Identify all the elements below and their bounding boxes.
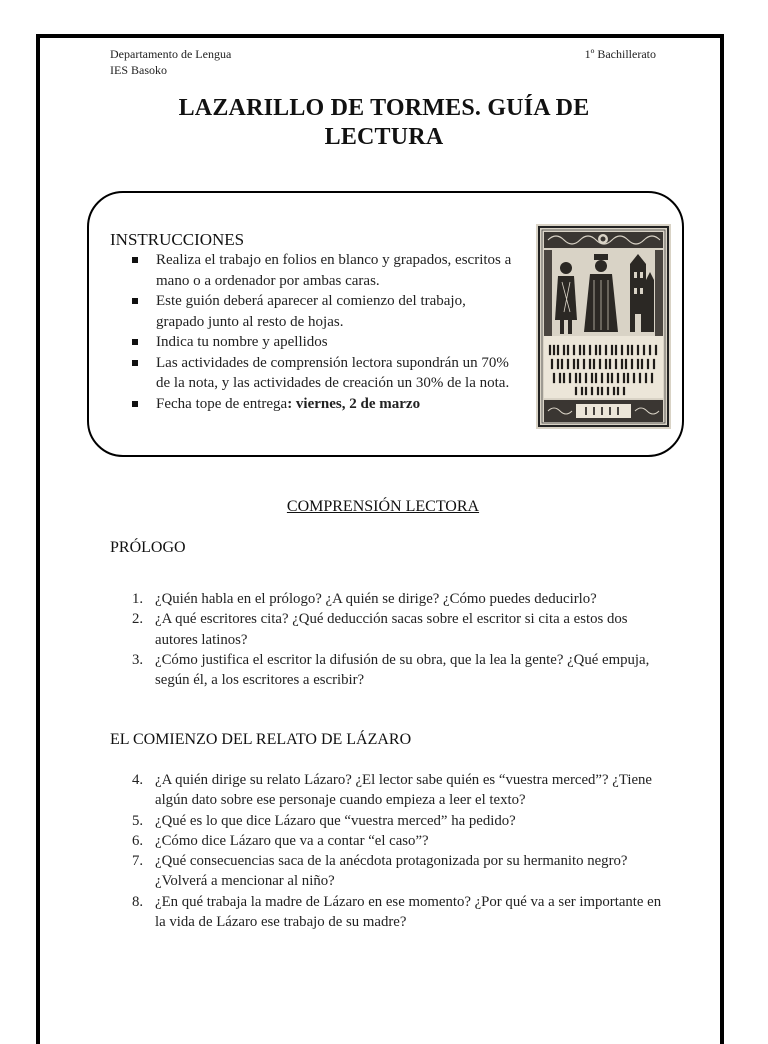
- question-item: [108, 851, 668, 892]
- question-list-prologo: [108, 589, 668, 690]
- question-number: 5.: [132, 812, 144, 829]
- question-item: [108, 589, 668, 609]
- instruction-item-deadline: [132, 394, 512, 415]
- question-number: 6.: [132, 832, 144, 849]
- instruction-item: [132, 250, 512, 291]
- question-number: 1.: [132, 591, 144, 607]
- deadline-value: : viernes, 2 de marzo: [287, 395, 421, 412]
- school-name: IES Basoko: [110, 63, 167, 77]
- question-item: [108, 770, 668, 811]
- instruction-text: Realiza el trabajo en folios en blanco y grapados, escritos a mano o a ordenador por ambas caras.: [156, 252, 512, 289]
- subsection-heading-prologo: PRÓLOGO: [110, 539, 186, 556]
- title-line-2: LECTURA: [324, 124, 444, 150]
- instruction-item: [132, 332, 512, 353]
- header-left: [110, 46, 231, 78]
- instruction-item: [132, 353, 512, 394]
- question-text: ¿Qué consecuencias saca de la anécdota protagonizada por su hermanito negro? ¿Volverá a mencionar al niño?: [155, 853, 628, 890]
- subsection-heading-comienzo: EL COMIENZO DEL RELATO DE LÁZARO: [110, 731, 412, 748]
- question-number: 8.: [132, 893, 144, 910]
- section-title: COMPRENSIÓN LECTORA: [286, 498, 480, 515]
- question-item: [108, 811, 668, 831]
- question-text: ¿Cómo dice Lázaro que va a contar “el caso”?: [155, 832, 429, 849]
- question-number: 7.: [132, 853, 144, 870]
- page-title: [100, 94, 668, 152]
- question-list-comienzo: [108, 770, 668, 932]
- square-bullet-icon: [132, 257, 138, 263]
- question-text: ¿Qué es lo que dice Lázaro que “vuestra merced” ha pedido?: [155, 812, 516, 829]
- square-bullet-icon: [132, 339, 138, 345]
- instruction-item: [132, 291, 512, 332]
- department-name: Departamento de Lengua: [110, 47, 232, 61]
- question-item: [108, 650, 668, 691]
- instructions-heading: INSTRUCCIONES: [110, 230, 245, 249]
- question-number: 4.: [132, 772, 144, 788]
- square-bullet-icon: [132, 298, 138, 304]
- question-text: ¿En qué trabaja la madre de Lázaro en ese momento? ¿Por qué va a ser importante en la vida de Lázaro ese trabajo de su madre?: [155, 893, 662, 931]
- instruction-text: Indica tu nombre y apellidos: [156, 334, 328, 350]
- course-label: 1º Bachillerato: [584, 47, 656, 61]
- question-number: 3.: [132, 651, 144, 668]
- square-bullet-icon: [132, 401, 138, 407]
- question-number: 2.: [132, 611, 144, 628]
- question-text: ¿Cómo justifica el escritor la difusión de su obra, que la lea la gente? ¿Qué empuja, según él, a los escritores a escribir?: [155, 651, 650, 689]
- square-bullet-icon: [132, 360, 138, 366]
- title-line-1: LAZARILLO DE TORMES. GUÍA DE: [178, 95, 590, 121]
- instruction-text: Este guión deberá aparecer al comienzo del trabajo, grapado junto al resto de hojas.: [156, 293, 466, 330]
- instructions-list: [132, 250, 512, 414]
- question-item: [108, 892, 668, 933]
- question-item: [108, 609, 668, 650]
- question-item: [108, 831, 668, 851]
- book-cover-image: [536, 224, 671, 429]
- question-text: ¿A quién dirige su relato Lázaro? ¿El lector sabe quién es “vuestra merced”? ¿Tiene algún dato sobre ese personaje cuando empieza a leer el texto?: [155, 772, 652, 809]
- question-text: ¿A qué escritores cita? ¿Qué deducción sacas sobre el escritor si cita a estos dos autores latinos?: [155, 611, 628, 648]
- deadline-label: Fecha tope de entrega: [156, 395, 288, 412]
- question-text: ¿Quién habla en el prólogo? ¿A quién se dirige? ¿Cómo puedes deducirlo?: [155, 591, 597, 607]
- instruction-text: Las actividades de comprensión lectora supondrán un 70% de la nota, y las actividades de creación un 30% de la nota.: [156, 354, 510, 391]
